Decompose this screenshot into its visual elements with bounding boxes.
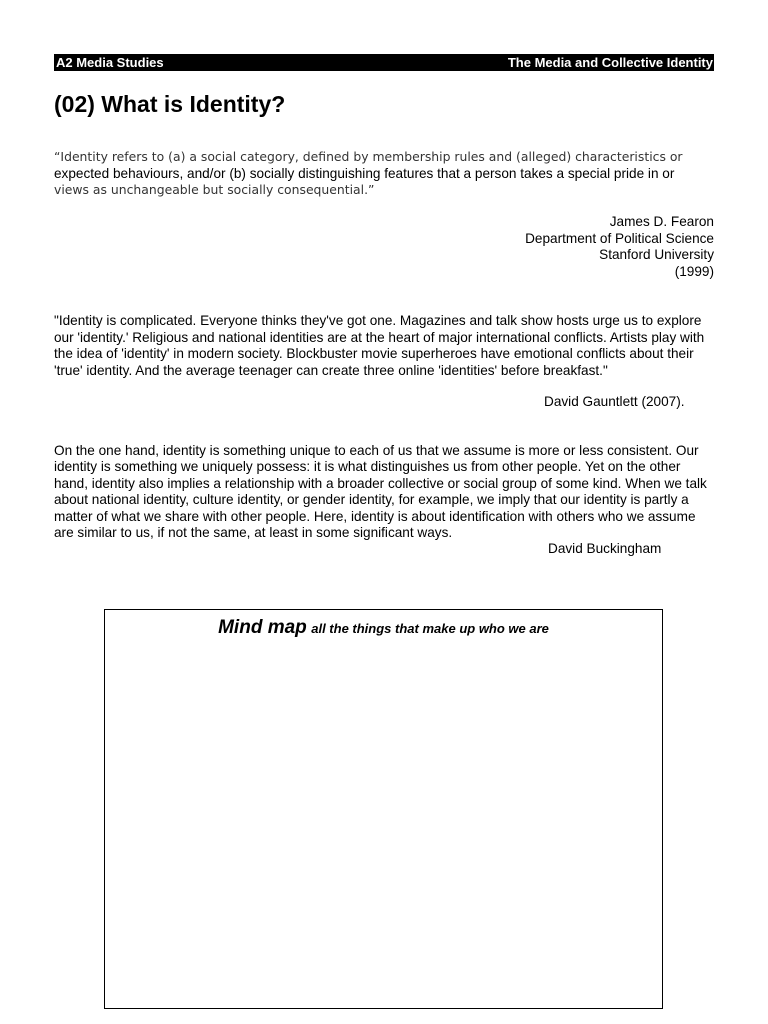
fearon-attribution-year: (1999) bbox=[674, 263, 714, 279]
fearon-quote bbox=[54, 149, 719, 199]
header-course: A2 Media Studies bbox=[56, 55, 164, 70]
fearon-attribution-university: Stanford University bbox=[599, 247, 714, 262]
buckingham-attribution: David Buckingham bbox=[548, 541, 662, 556]
mind-map-box[interactable] bbox=[104, 609, 663, 1009]
gauntlett-attribution: David Gauntlett (2007). bbox=[544, 394, 685, 409]
buckingham-paragraph: On the one hand, identity is something unique to each of us that we assume is more or less consistent. Our identity is something we uniquely possess: it is what distinguishes us from other people. Yet on the other hand, identity also implies a relationship with a broader collective or social group of some kind. When we talk about national identity, culture identity, or gender identity, for example, we imply that our identity is partly a matter of what we share with other people. Here, identity is about identification with others who we assume are similar to us, if not the same, at least in some significant ways. bbox=[54, 443, 707, 541]
fearon-quote-line-2: expected behaviours, and/or (b) socially distinguishing features that a person takes a special pride in or bbox=[54, 165, 675, 181]
header-bar bbox=[54, 54, 714, 71]
mind-map-subtitle: all the things that make up who we are bbox=[311, 621, 549, 636]
page-title: (02) What is Identity? bbox=[54, 91, 286, 117]
fearon-quote-line-1: “Identity refers to (a) a social category, defined by membership rules and (alleged) characteristics or bbox=[54, 149, 683, 164]
gauntlett-quote: "Identity is complicated. Everyone thinks they've got one. Magazines and talk show hosts urge us to explore our 'identity.' Religious and national identities are at the heart of major international conflicts. Artists play with the idea of 'identity' in modern society. Blockbuster movie superheroes have emotional conflicts about their 'true' identity. And the average teenager can create three online 'identities' before breakfast." bbox=[54, 313, 705, 378]
header-topic: The Media and Collective Identity bbox=[507, 55, 713, 70]
fearon-attribution-department: Department of Political Science bbox=[525, 230, 714, 246]
fearon-attribution bbox=[525, 214, 714, 280]
fearon-attribution-name: James D. Fearon bbox=[609, 214, 714, 229]
mind-map-heading bbox=[105, 617, 662, 639]
fearon-quote-line-3: views as unchangeable but socially consequential.” bbox=[54, 182, 375, 197]
mind-map-title: Mind map bbox=[218, 617, 307, 638]
